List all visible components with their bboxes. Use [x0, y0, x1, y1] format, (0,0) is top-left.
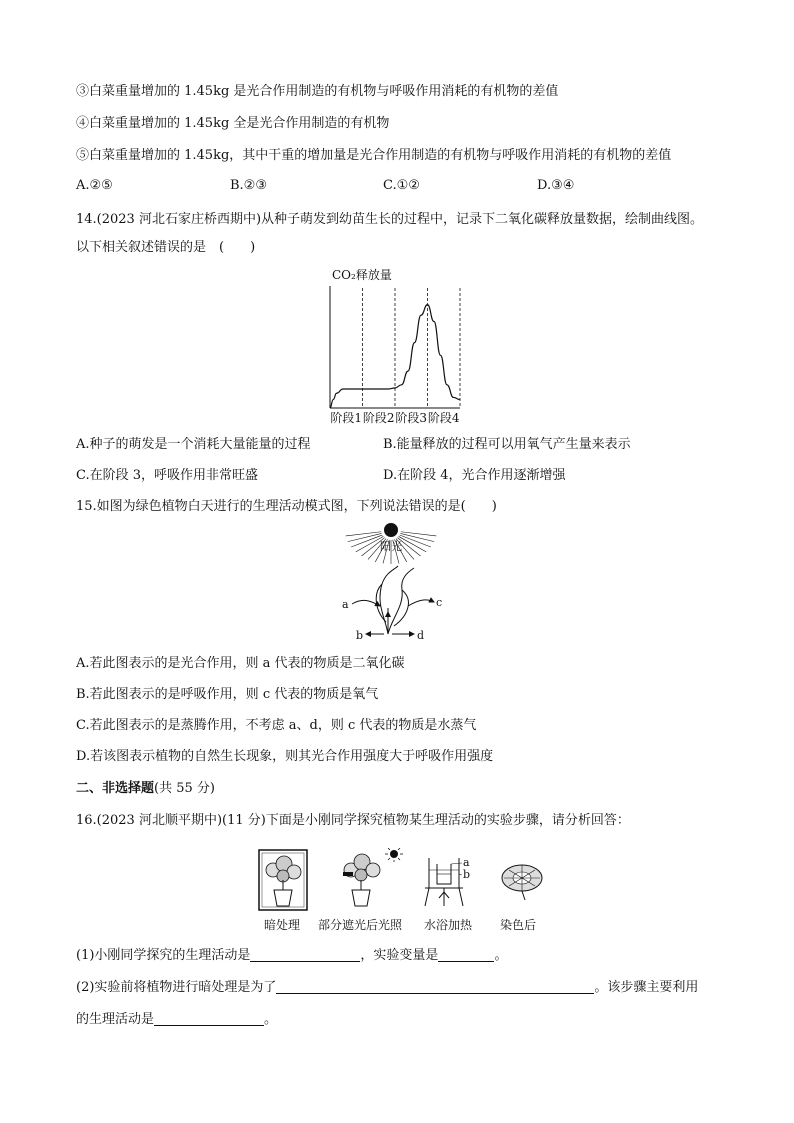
q14-stem-line1: 14.(2023 河北石家庄桥西期中)从种子萌发到幼苗生长的过程中，记录下二氧化碳释放量数据，绘制曲线图。	[76, 212, 704, 227]
beaker-label-a: a	[463, 856, 470, 869]
q15-option-a[interactable]: A.若此图表示的是光合作用，则 a 代表的物质是二氧化碳	[76, 656, 405, 671]
caption-after-staining: 染色后	[500, 918, 537, 932]
answer-blank-variable[interactable]	[438, 947, 494, 962]
arrow-c	[408, 600, 434, 606]
experiment-steps-figure	[257, 848, 557, 912]
shaded-plant-sun-icon	[343, 848, 403, 906]
water-bath-icon	[425, 858, 463, 906]
section-score: (共 55 分)	[154, 781, 215, 796]
q14-option-a[interactable]: A.种子的萌发是一个消耗大量能量的过程	[76, 437, 311, 452]
q15-stem: 15.如图为绿色植物白天进行的生理活动模式图，下列说法错误的是( )	[76, 499, 497, 514]
q15-option-b[interactable]: B.若此图表示的是呼吸作用，则 c 代表的物质是氧气	[76, 687, 379, 702]
q16-stem: 16.(2023 河北顺平期中)(11 分)下面是小刚同学探究植物某生理活动的实验步骤，请分析回答：	[76, 813, 630, 828]
q14-option-b[interactable]: B.能量释放的过程可以用氧气产生量来表示	[383, 437, 631, 452]
q15-option-c[interactable]: C.若此图表示的是蒸腾作用，不考虑 a、d，则 c 代表的物质是水蒸气	[76, 718, 477, 733]
section-heading	[76, 780, 215, 798]
label-b: b	[356, 629, 364, 642]
q13-item-5: ⑤白菜重量增加的 1.45kg，其中干重的增加量是光合作用制造的有机物与呼吸作用消耗的有机物的差值	[76, 148, 672, 163]
q13-item-3: ③白菜重量增加的 1.45kg 是光合作用制造的有机物与呼吸作用消耗的有机物的差值	[76, 84, 559, 99]
q14-option-d[interactable]: D.在阶段 4，光合作用逐渐增强	[383, 468, 566, 483]
plant-activity-diagram	[338, 522, 458, 642]
label-a: a	[342, 598, 349, 611]
q16-part2: (2)实验前将植物进行暗处理是为了 。该步骤主要利用	[76, 980, 699, 995]
label-c: c	[436, 596, 443, 609]
answer-blank-purpose[interactable]	[276, 979, 594, 994]
q16-part1: (1)小刚同学探究的生理活动是 ，实验变量是 。	[76, 948, 508, 963]
stage-label-2: 阶段2	[362, 411, 395, 425]
q14-option-c[interactable]: C.在阶段 3，呼吸作用非常旺盛	[76, 468, 259, 483]
q13-option-a[interactable]: A.②⑤	[76, 178, 113, 193]
stage-label-3: 阶段3	[395, 411, 428, 425]
co2-curve	[330, 305, 460, 408]
plant-icon	[376, 566, 414, 634]
sun-label: 阳光	[380, 540, 402, 553]
stained-leaf-icon	[502, 865, 542, 900]
q13-option-b[interactable]: B.②③	[230, 178, 267, 193]
sun-ray	[401, 532, 436, 536]
sun-icon	[384, 523, 398, 537]
q16-part2-line2: 的生理活动是 。	[76, 1012, 278, 1027]
stage-label-4: 阶段4	[427, 411, 460, 425]
caption-dark-treatment: 暗处理	[264, 918, 301, 932]
caption-water-bath: 水浴加热	[424, 918, 473, 932]
q13-item-4: ④白菜重量增加的 1.45kg 全是光合作用制造的有机物	[76, 116, 390, 131]
answer-blank-activity[interactable]	[250, 947, 360, 962]
dark-box-plant-icon	[259, 850, 307, 910]
beaker-label-b: b	[463, 868, 471, 881]
q13-option-d[interactable]: D.③④	[537, 178, 575, 193]
stage-label-1: 阶段1	[330, 411, 363, 425]
q15-option-d[interactable]: D.若该图表示植物的自然生长现象，则其光合作用强度大于呼吸作用强度	[76, 749, 494, 764]
chart-y-label: CO₂释放量	[332, 268, 392, 282]
q13-option-c[interactable]: C.①②	[383, 178, 420, 193]
caption-shading-light: 部分遮光后光照	[318, 918, 403, 932]
q14-stem-line2: 以下相关叙述错误的是 ( )	[76, 240, 256, 255]
answer-blank-process[interactable]	[154, 1011, 264, 1026]
label-d: d	[417, 629, 425, 642]
section-title: 二、非选择题	[76, 781, 155, 796]
sun-ray	[346, 532, 381, 536]
